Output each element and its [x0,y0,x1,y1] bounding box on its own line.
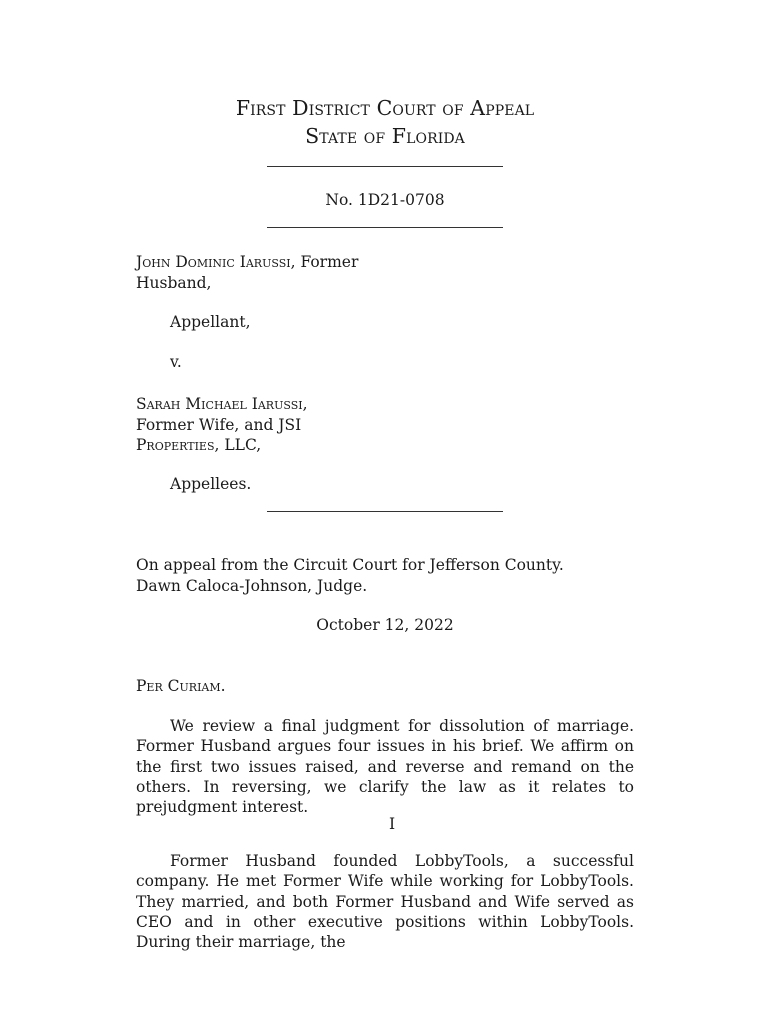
court-state: State of Florida [305,124,465,148]
appellee-line3-rest: , LLC, [214,436,262,454]
divider-rule [267,227,503,228]
appellant-name-suffix: , Former [290,253,359,271]
appellant-name [136,252,358,293]
appellee-role: Appellees. [170,475,252,493]
divider-rule [267,511,503,512]
divider-rule [267,166,503,167]
court-name: First District Court of Appeal [235,96,535,120]
case-number: No. 1D21-0708 [325,191,445,209]
section-heading: I [388,815,396,833]
appellant-name-text: John Dominic Iarussi [136,253,291,271]
versus: v. [170,353,182,371]
opinion-paragraph: Former Husband founded LobbyTools, a successful company. He met Former Wife while working for LobbyTools. They married, and both Former Husband and Wife served as CEO and in other executive positions within LobbyTools. During their marriage, the [136,852,634,952]
appellant-role: Appellant, [170,313,251,331]
lower-court-line1: On appeal from the Circuit Court for Jefferson County. [136,556,564,574]
decision-date: October 12, 2022 [316,616,454,634]
appellee-name-text: Sarah Michael Iarussi [136,395,303,413]
appellee-line2: Former Wife, and JSI [136,415,302,434]
opinion-paragraph: We review a final judgment for dissolution of marriage. Former Husband argues four issues in his brief. We affirm on the first two issues raised, and reverse and remand on the others. In reversing, we clarify the law as it relates to prejudgment interest. [136,717,634,817]
appellee-line3-sc: Properties [136,436,215,454]
appellant-name-line2: Husband, [136,273,212,292]
per-curiam: Per Curiam. [136,677,226,695]
lower-court-info [136,555,564,596]
appellee-names [136,394,308,456]
lower-court-judge: Dawn Caloca-Johnson, Judge. [136,576,368,595]
appellee-name-suffix: , [302,395,308,413]
